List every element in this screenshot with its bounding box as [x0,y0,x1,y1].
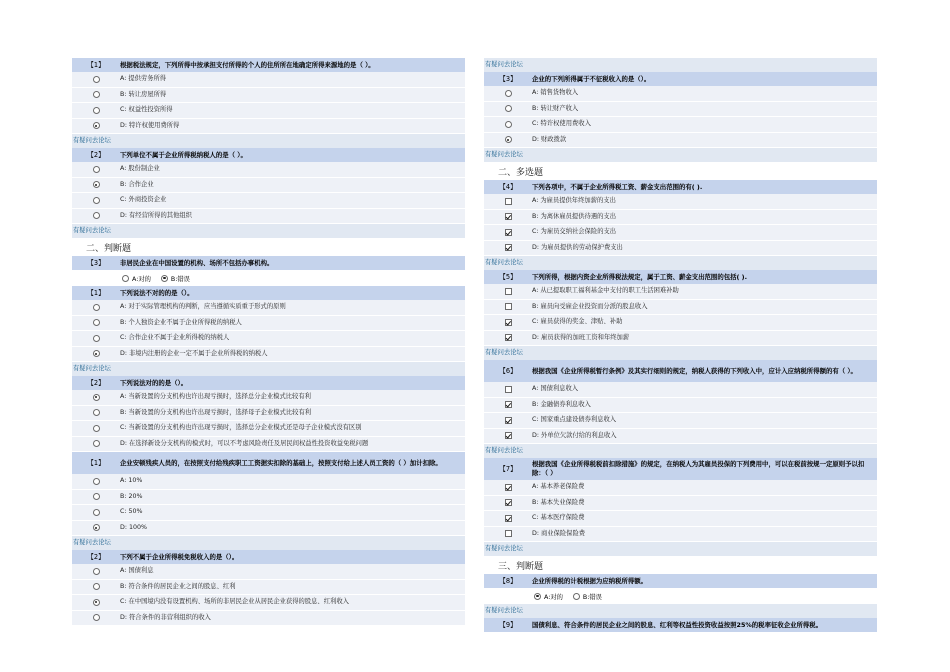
option-row[interactable] [484,413,877,429]
question-header [484,180,877,194]
option-label: A: 10% [120,477,143,484]
option-label: A: 国债利息收入 [532,385,579,392]
option-row[interactable] [72,347,465,363]
checkbox-checked[interactable] [505,515,512,522]
option-row[interactable] [484,300,877,316]
option-label: C: 合作企业不属于企业所得税的纳税人 [120,334,230,341]
option-row[interactable] [484,133,877,149]
forum-link[interactable]: 有疑问去论坛 [484,604,877,618]
checkbox-checked[interactable] [505,334,512,341]
question-text: 下列各项中，不属于企业所得税工资、薪金支出范围的有( ). [532,183,703,191]
option-label: C: 基本医疗保险费 [532,514,585,521]
true-false-row [484,588,877,604]
question-number: 【2】 [87,151,105,159]
option-label: D: 外单位欠款付给的利息收入 [532,431,617,439]
radio-button[interactable] [93,304,100,311]
radio-button[interactable] [93,197,100,204]
option-row[interactable] [72,474,465,490]
question-header [72,452,465,474]
checkbox-checked[interactable] [505,319,512,326]
radio-button[interactable] [505,105,512,112]
option-label: B: 符合条件的居民企业之间的股息、红利 [120,582,236,590]
option-label: B: 为离休雇员提供待遇的支出 [532,212,617,220]
question-text: 根据税法规定，下列所得中按承担支付所得的个人的住所所在地确定所得来源地的是（ ）。 [120,61,375,69]
option-row[interactable] [72,490,465,506]
question-number: 【1】 [87,289,105,297]
option-label: A: 为雇员提供年终加薪的支出 [532,197,616,204]
option-row[interactable] [72,564,465,580]
true-radio[interactable] [122,275,129,282]
option-label: A: 股份制企业 [120,165,160,172]
option-row[interactable] [484,398,877,414]
radio-button[interactable] [93,335,100,342]
radio-button[interactable] [93,425,100,432]
question-number: 【1】 [87,61,105,69]
option-row[interactable] [484,496,877,512]
option-row[interactable] [484,86,877,102]
radio-button-selected[interactable] [93,122,100,129]
question-number: 【4】 [499,183,517,191]
radio-button[interactable] [93,509,100,516]
section-title: 三、判断题 [498,562,544,572]
checkbox[interactable] [505,530,512,537]
question-number: 【9】 [499,621,517,629]
option-row[interactable] [484,382,877,398]
left-column [72,58,465,626]
radio-button[interactable] [93,107,100,114]
option-row[interactable] [484,331,877,347]
option-row[interactable] [72,521,465,537]
radio-button[interactable] [505,121,512,128]
checkbox-checked[interactable] [505,229,512,236]
option-row[interactable] [72,193,465,209]
checkbox[interactable] [505,386,512,393]
option-row[interactable] [72,580,465,596]
question-text: 企业安顿残疾人员的，在按照支付给残疾职工工资据实扣除的基础上，按照支付给上述人员工资的（ ）加计扣除。 [120,458,442,467]
option-row[interactable] [72,72,465,88]
question-text: 企业所得税的计税根据为应纳税所得额。 [532,577,648,585]
option-label: B: 金融债券利息收入 [532,400,591,408]
option-label: B: 基本失业保险费 [532,498,585,506]
option-label: B: 当新设置的分支机构也许出现亏损时，选择母子企业模式比较有利 [120,408,312,416]
radio-button[interactable] [93,166,100,173]
false-radio[interactable] [573,593,580,600]
option-label: A: 当新设置的分支机构也许出现亏损时，选择总分企业模式比较有利 [120,393,311,400]
option-row[interactable] [72,88,465,104]
checkbox[interactable] [505,198,512,205]
forum-link[interactable]: 有疑问去论坛 [484,346,877,360]
radio-button[interactable] [93,76,100,83]
option-label: D: 符合条件的非营利组织的收入 [120,613,211,621]
option-label: B: 20% [120,492,143,500]
true-label: A:对的 [132,275,151,283]
option-label: D: 财政拨款 [532,135,567,143]
option-row[interactable] [484,241,877,257]
option-row[interactable] [72,103,465,119]
true-radio-selected[interactable] [534,593,541,600]
question-header [72,550,465,564]
question-number: 【8】 [499,577,517,585]
option-row[interactable] [484,511,877,527]
radio-button[interactable] [93,583,100,590]
question-number: 【3】 [499,75,517,83]
radio-button[interactable] [93,319,100,326]
option-label: B: 转让房屋所得 [120,90,167,98]
question-header [484,618,877,632]
option-label: D: 雇员获得的加班工资和年终加薪 [532,333,630,341]
checkbox-checked[interactable] [505,432,512,439]
option-label: B: 合作企业 [120,180,154,188]
option-label: D: 在选择新设分支机构的模式时，可以不考虑风险责任及居民间权益性投资收益免税问题 [120,439,369,447]
option-row[interactable] [72,390,465,406]
radio-button[interactable] [93,440,100,447]
option-label: C: 雇员获得的奖金、津贴、补助 [532,318,623,325]
radio-button-selected[interactable] [93,350,100,357]
option-row[interactable] [72,119,465,135]
checkbox-checked[interactable] [505,244,512,251]
option-label: B: 转让财产收入 [532,104,579,112]
option-row[interactable] [484,102,877,118]
radio-button[interactable] [93,614,100,621]
forum-link[interactable]: 有疑问去论坛 [484,148,877,162]
question-number: 【1】 [87,458,105,467]
question-header [72,286,465,300]
option-row[interactable] [72,611,465,627]
option-label: C: 在中国境内没有设置机构、场所的非居民企业从居民企业获得的股息、红利收入 [120,598,349,605]
option-label: C: 50% [120,508,143,515]
option-label: C: 特许权使用费收入 [532,120,591,127]
question-header [484,270,877,284]
option-row[interactable] [72,162,465,178]
radio-button-selected[interactable] [505,136,512,143]
question-number: 【2】 [87,379,105,387]
option-row[interactable] [484,315,877,331]
option-label: A: 提供劳务所得 [120,75,167,82]
option-label: C: 当新设置的分支机构也许出现亏损时，选择总分企业模式还是母子企业模式没有区别 [120,424,362,431]
question-text: 国债利息、符合条件的居民企业之间的股息、红利等权益性投资收益按照25%的税率征收企业所得税。 [532,621,823,629]
option-row[interactable] [72,421,465,437]
forum-link[interactable]: 有疑问去论坛 [72,134,465,148]
section-title: 二、判断题 [86,244,132,254]
option-label: D: 100% [120,523,147,531]
question-header [72,148,465,162]
forum-link[interactable]: 有疑问去论坛 [484,256,877,270]
forum-link[interactable]: 有疑问去论坛 [72,224,465,238]
option-row[interactable] [72,406,465,422]
radio-button[interactable] [505,90,512,97]
option-row[interactable] [484,429,877,445]
option-row[interactable] [72,595,465,611]
forum-link[interactable]: 有疑问去论坛 [72,536,465,550]
option-row[interactable] [72,300,465,316]
question-header [484,360,877,382]
radio-button-selected[interactable] [93,181,100,188]
false-radio-selected[interactable] [161,275,168,282]
radio-button-selected[interactable] [93,524,100,531]
option-row[interactable] [484,284,877,300]
option-row[interactable] [72,209,465,225]
radio-button-selected[interactable] [93,394,100,401]
option-row[interactable] [484,480,877,496]
question-text: 非居民企业在中国设置的机构、场所不包括办事机构。 [120,259,274,267]
false-label: B:错误 [170,275,190,283]
question-header [484,72,877,86]
question-text: 下列单位不属于企业所得税纳税人的是（ ）。 [120,151,247,159]
question-header [72,376,465,390]
option-row[interactable] [72,178,465,194]
forum-link[interactable]: 有疑问去论坛 [484,58,877,72]
question-text: 下列说法对的的是（）。 [120,379,188,387]
true-false-row [72,270,465,286]
option-label: A: 销售货物收入 [532,89,579,96]
forum-link[interactable]: 有疑问去论坛 [484,542,877,556]
forum-link[interactable]: 有疑问去论坛 [484,444,877,458]
question-number: 【3】 [87,259,105,267]
question-header [484,574,877,588]
option-row[interactable] [72,316,465,332]
radio-button-selected[interactable] [93,599,100,606]
option-label: D: 非境内注册的企业一定不属于企业所得税的纳税人 [120,349,268,357]
section-title: 二、多选题 [498,168,544,178]
false-label: B:错误 [582,593,602,601]
question-header [72,256,465,270]
option-label: C: 外商投资企业 [120,196,167,203]
radio-button[interactable] [93,493,100,500]
forum-link[interactable]: 有疑问去论坛 [72,362,465,376]
option-label: D: 有经营所得的其他组织 [120,211,192,219]
checkbox-checked[interactable] [505,401,512,408]
option-label: A: 国债利息 [120,567,154,574]
question-text: 下列说法不对的的是（）。 [120,289,194,297]
checkbox[interactable] [505,303,512,310]
question-text: 企业的下列所得属于不征税收入的是（）。 [532,75,651,83]
option-row[interactable] [484,225,877,241]
question-header [72,58,465,72]
option-row[interactable] [72,505,465,521]
question-number: 【7】 [499,464,517,473]
option-label: D: 特许权使用费所得 [120,121,180,129]
option-row[interactable] [484,210,877,226]
option-label: B: 个人独资企业不属于企业所得税的纳税人 [120,318,242,326]
option-row[interactable] [484,194,877,210]
checkbox-checked[interactable] [505,484,512,491]
option-label: A: 对于实际管理机构的判断，应当遵循实质重于形式的原则 [120,303,286,310]
question-number: 【5】 [499,273,517,281]
option-label: D: 为雇员提供的劳动保护费支出 [532,243,623,251]
option-row[interactable] [72,331,465,347]
true-label: A:对的 [544,593,563,601]
option-label: C: 为雇员交纳社会保险的支出 [532,228,617,235]
option-label: C: 权益性投资所得 [120,106,173,113]
radio-button[interactable] [93,91,100,98]
checkbox[interactable] [505,288,512,295]
question-text: 下列不属于企业所得税免税收入的是（）。 [120,553,239,561]
question-number: 【2】 [87,553,105,561]
option-row[interactable] [484,117,877,133]
option-row[interactable] [484,527,877,543]
checkbox-checked[interactable] [505,213,512,220]
option-label: D: 商业保险保险费 [532,529,586,537]
right-column [484,58,877,632]
option-label: A: 从已提取职工福利基金中支付的职工生活困难补助 [532,287,679,294]
checkbox-checked[interactable] [505,417,512,424]
checkbox-checked[interactable] [505,499,512,506]
option-label: C: 国家重点建设债券利息收入 [532,416,617,423]
question-header [484,458,877,480]
radio-button[interactable] [93,568,100,575]
question-text: 根据我国《企业所得税税前扣除措施》的规定，在纳税人为其雇员投保的下列费用中，可以在税前按规一定原则予以扣除：（ ） [532,460,865,477]
radio-button[interactable] [93,212,100,219]
option-label: B: 雇员向受雇企业投资而分派的股息收入 [532,302,648,310]
option-label: A: 基本养老保险费 [532,483,585,490]
radio-button[interactable] [93,409,100,416]
question-text: 根据我国《企业所得税暂行条例》及其实行细则的规定，纳税人获得的下列收入中，应计入应纳税所得额的有（ ）。 [532,366,857,375]
question-number: 【6】 [499,366,517,375]
option-row[interactable] [72,437,465,453]
radio-button[interactable] [93,478,100,485]
question-text: 下列所得，根据内资企业所得税法规定，属于工资、薪金支出范围的包括( ). [532,273,747,281]
